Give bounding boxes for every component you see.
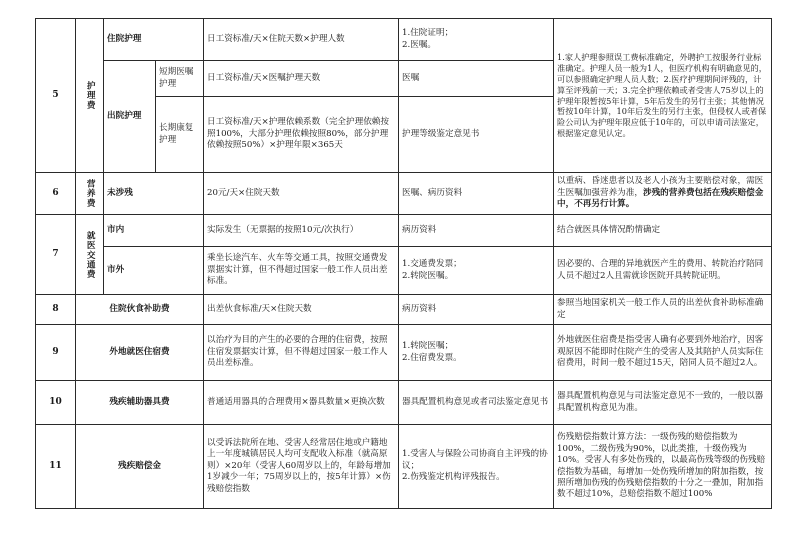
evidence-line: 2.住宿费发票。 (402, 352, 462, 363)
evidence-cell: 医嘱 (399, 61, 554, 97)
evidence-line: 2.转院医嘱。 (402, 270, 454, 281)
evidence-cell: 器具配置机构意见或者司法鉴定意见书 (399, 381, 554, 425)
evidence-cell (399, 325, 554, 381)
standard-cell: 以治疗为目的产生的必要的合理的住宿费，按照住宿发票据实计算，但不得超过国家一般工作人员出差标准。 (204, 325, 399, 381)
table-row (36, 215, 772, 247)
category-cell (76, 19, 104, 173)
note-cell: 1.家人护理参照误工费标准确定，外聘护工按服务行业标准确定。护理人员一般为1人，但医疗机构有明确意见的，可以参照确定护理人员人数；2.医疗护理期间评残的，计算至评残前一天；3.完全护理依赖或者受害人75岁以上的护理年限暂按5年计算，5年后发生的另行主张；其他情况暂按10年计算，10年后发生的另行主张，但侵权人或者保险公司认为护理年限应低于10年的，可以申请司法鉴定，根据鉴定意见认定。 (554, 19, 772, 173)
category-cell: 残疾辅助器具费 (76, 381, 204, 425)
note-cell: 伤残赔偿指数计算方法：一级伤残的赔偿指数为100%，二级伤残为90%，以此类推，十级伤残为10%。受害人有多处伤残的，以最高伤残等级的伤残赔偿指数为基础，每增加一处伤残所增加的附加指数，按照所增加伤残的伤残赔偿指数的十分之一叠加，附加指数不超过10%，总赔偿指数不超过100% (554, 425, 772, 509)
evidence-line: 1.住院证明； (402, 28, 454, 39)
evidence-line: 1.受害人与保险公司协商自主评残的协议； (402, 449, 548, 471)
row-number: 10 (36, 381, 76, 425)
row-number: 11 (36, 425, 76, 509)
evidence-cell: 病历资料 (399, 295, 554, 325)
note-cell: 外地就医住宿费是指受害人确有必要到外地治疗，因客观原因不能即时住院产生的受害人及其陪护人员实际住宿费用，时间一般不超过15天，陪同人员不超过2人。 (554, 325, 772, 381)
standard-cell: 日工资标准/天×医嘱护理天数 (204, 61, 399, 97)
sub-subcategory-cell: 长期康复护理 (156, 97, 204, 173)
standard-cell: 乘坐长途汽车、火车等交通工具，按照交通费发票据实计算，但不得超过国家一般工作人员出差标准。 (204, 247, 399, 295)
note-emphasis: 涉残的营养费包括在残疾赔偿金中，不再另行计算。 (557, 187, 764, 210)
note-text: 以重病、昏迷患者以及老人小孩为主要赔偿对象，需医生医嘱加强营养为准， (557, 176, 764, 198)
evidence-line: 1.转院医嘱； (402, 341, 454, 352)
category-cell: 外地就医住宿费 (76, 325, 204, 381)
row-number: 7 (36, 215, 76, 295)
subcategory-cell: 住院护理 (104, 19, 204, 61)
standard-cell: 日工资标准/天×住院天数×护理人数 (204, 19, 399, 61)
evidence-cell (399, 425, 554, 509)
table-row (36, 173, 772, 215)
table-row (36, 247, 772, 295)
category-label: 营养费 (85, 179, 96, 208)
subcategory-cell: 市外 (104, 247, 204, 295)
evidence-cell: 护理等级鉴定意见书 (399, 97, 554, 173)
compensation-table (35, 18, 772, 509)
category-label: 就医交通费 (85, 230, 96, 279)
note-cell: 因必要的、合理的异地就医产生的费用、转院治疗陪同人员不超过2人且需就诊医院开具转院证明。 (554, 247, 772, 295)
subcategory-cell: 市内 (104, 215, 204, 247)
evidence-line: 1.交通费发票； (402, 259, 462, 270)
sub-subcategory-cell: 短期医嘱护理 (156, 61, 204, 97)
table-row (36, 425, 772, 509)
category-cell (76, 215, 104, 295)
category-cell: 住院伙食补助费 (76, 295, 204, 325)
table-row (36, 381, 772, 425)
standard-cell: 日工资标准/天×护理依赖系数（完全护理依赖按照100%，大部分护理依赖按照80%，部分护理依赖按照50%）×护理年限×365天 (204, 97, 399, 173)
category-cell (76, 173, 104, 215)
subcategory-cell: 出院护理 (104, 61, 156, 173)
evidence-line: 2.医嘱。 (402, 39, 436, 50)
table-row (36, 19, 772, 61)
note-cell: 结合就医具体情况酌情确定 (554, 215, 772, 247)
table-row (36, 295, 772, 325)
standard-cell: 实际发生（无票据的按照10元/次执行） (204, 215, 399, 247)
row-number: 5 (36, 19, 76, 173)
standard-cell: 普通适用器具的合理费用×器具数量×更换次数 (204, 381, 399, 425)
table-row (36, 325, 772, 381)
note-cell: 器具配置机构意见与司法鉴定意见不一致的，一般以器具配置机构意见为准。 (554, 381, 772, 425)
subcategory-cell: 未涉残 (104, 173, 204, 215)
category-label: 护理费 (85, 81, 96, 110)
row-number: 9 (36, 325, 76, 381)
note-cell: 参照当地国家机关一般工作人员的出差伙食补助标准确定 (554, 295, 772, 325)
standard-cell: 出差伙食标准/天×住院天数 (204, 295, 399, 325)
evidence-cell (399, 19, 554, 61)
evidence-line: 2.伤残鉴定机构评残报告。 (402, 472, 505, 483)
evidence-cell: 医嘱、病历资料 (399, 173, 554, 215)
evidence-cell: 病历资料 (399, 215, 554, 247)
category-cell: 残疾赔偿金 (76, 425, 204, 509)
standard-cell: 以受诉法院所在地、受害人经常居住地或户籍地上一年度城镇居民人均可支配收入标准（就高原则）×20年（受害人60周岁以上的，年龄每增加1岁减少一年；75周岁以上的，按5年计算）×伤残赔偿指数 (204, 425, 399, 509)
note-cell (554, 173, 772, 215)
row-number: 8 (36, 295, 76, 325)
standard-cell: 20元/天×住院天数 (204, 173, 399, 215)
evidence-cell (399, 247, 554, 295)
row-number: 6 (36, 173, 76, 215)
